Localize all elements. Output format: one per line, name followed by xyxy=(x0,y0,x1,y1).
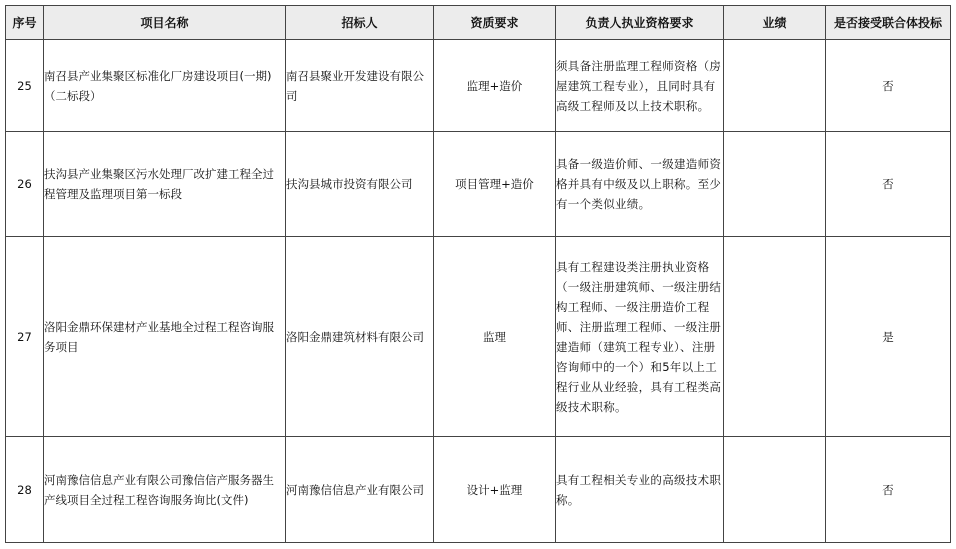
col-header-qualification: 资质要求 xyxy=(434,6,556,40)
qualification: 监理 xyxy=(434,237,556,437)
leader-requirement xyxy=(556,40,724,132)
header-row xyxy=(6,6,951,40)
tenderer: 扶沟县城市投资有限公司 xyxy=(286,132,434,237)
leader-requirement-text: 须具备注册监理工程师资格（房屋建筑工程专业），且同时具有高级工程师及以上技术职称。 xyxy=(556,58,722,113)
joint-bid: 否 xyxy=(826,40,951,132)
project-name: 洛阳金鼎环保建材产业基地全过程工程咨询服务项目 xyxy=(44,237,286,437)
performance xyxy=(724,437,826,543)
col-header-leader-requirement: 负责人执业资格要求 xyxy=(556,6,724,40)
tenderer: 南召县聚业开发建设有限公司 xyxy=(286,40,434,132)
col-header-tenderer: 招标人 xyxy=(286,6,434,40)
leader-requirement-text: 具有工程相关专业的高级技术职称。 xyxy=(556,472,722,507)
leader-requirement-text: 具备一级造价师、一级建造师资格并具有中级及以上职称。至少有一个类似业绩。 xyxy=(556,157,722,211)
projects-table xyxy=(5,5,951,543)
table-row xyxy=(6,437,951,543)
joint-bid: 是 xyxy=(826,237,951,437)
qualification: 项目管理+造价 xyxy=(434,132,556,237)
table-row xyxy=(6,40,951,132)
leader-requirement-text: 具有工程建设类注册执业资格（一级注册建筑师、一级注册结构工程师、一级注册造价工程师、注册监理工程师、一级注册建造师（建筑工程专业）、注册咨询师中的一个）和5年以上工程行业从业经验，具有工程类高级技术职称。 xyxy=(556,259,722,414)
leader-requirement xyxy=(556,237,724,437)
project-name: 扶沟县产业集聚区污水处理厂改扩建工程全过程管理及监理项目第一标段 xyxy=(44,132,286,237)
qualification: 监理+造价 xyxy=(434,40,556,132)
row-no: 28 xyxy=(6,437,44,543)
col-header-performance: 业绩 xyxy=(724,6,826,40)
performance xyxy=(724,132,826,237)
tenderer: 洛阳金鼎建筑材料有限公司 xyxy=(286,237,434,437)
col-header-no: 序号 xyxy=(6,6,44,40)
leader-requirement xyxy=(556,437,724,543)
table-row xyxy=(6,237,951,437)
qualification: 设计+监理 xyxy=(434,437,556,543)
col-header-joint-bid: 是否接受联合体投标 xyxy=(826,6,951,40)
project-name: 南召县产业集聚区标准化厂房建设项目(一期)（二标段） xyxy=(44,40,286,132)
performance xyxy=(724,40,826,132)
performance xyxy=(724,237,826,437)
joint-bid: 否 xyxy=(826,437,951,543)
row-no: 25 xyxy=(6,40,44,132)
joint-bid: 否 xyxy=(826,132,951,237)
table-row xyxy=(6,132,951,237)
project-name: 河南豫信信息产业有限公司豫信信产服务器生产线项目全过程工程咨询服务询比(文件) xyxy=(44,437,286,543)
row-no: 27 xyxy=(6,237,44,437)
tenderer: 河南豫信信息产业有限公司 xyxy=(286,437,434,543)
row-no: 26 xyxy=(6,132,44,237)
col-header-project-name: 项目名称 xyxy=(44,6,286,40)
leader-requirement xyxy=(556,132,724,237)
